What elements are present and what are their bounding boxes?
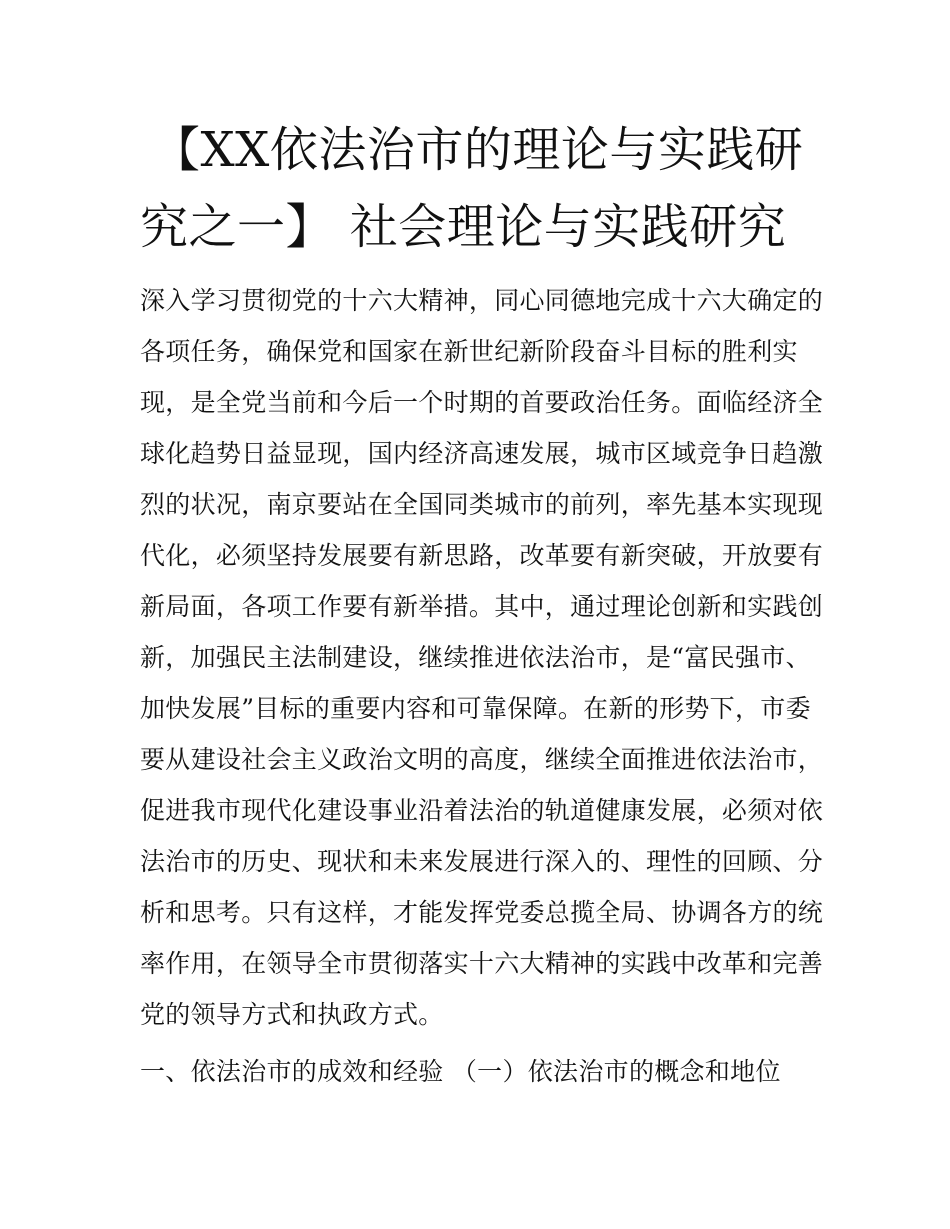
paragraph-line: 球化趋势日益显现，国内经济高速发展，城市区域竞争日趋激 [140,439,824,468]
paragraph-line: 率作用，在领导全市贯彻落实十六大精神的实践中改革和完善 [140,949,824,978]
paragraph-line: 新局面，各项工作要有新举措。其中，通过理论创新和实践创 [140,592,824,621]
paragraph-line: 促进我市现代化建设事业沿着法治的轨道健康发展，必须对依 [140,796,824,825]
title-line-1: 【XX依法治市的理论与实践研 [152,122,804,178]
title-line-2: 究之一】 社会理论与实践研究 [140,199,787,255]
paragraph-line: 各项任务，确保党和国家在新世纪新阶段奋斗目标的胜利实 [140,337,798,366]
body-text [140,275,830,1097]
paragraph-line: 深入学习贯彻党的十六大精神，同心同德地完成十六大确定的 [140,286,824,315]
paragraph-line: 法治市的历史、现状和未来发展进行深入的、理性的回顾、分 [140,847,824,876]
paragraph-line: 现，是全党当前和今后一个时期的首要政治任务。面临经济全 [140,388,824,417]
paragraph-line: 析和思考。只有这样，才能发挥党委总揽全局、协调各方的统 [140,898,824,927]
paragraph-line: 要从建设社会主义政治文明的高度，继续全面推进依法治市， [140,745,824,774]
section-heading: 一、依法治市的成效和经验 （一）依法治市的概念和地位 [140,1057,781,1086]
document-title [140,112,830,266]
paragraph-line: 烈的状况，南京要站在全国同类城市的前列，率先基本实现现 [140,490,824,519]
paragraph-line: 新，加强民主法制建设，继续推进依法治市，是“富民强市、 [140,643,811,672]
paragraph-line: 党的领导方式和执政方式。 [140,1000,444,1029]
paragraph-line: 代化，必须坚持发展要有新思路，改革要有新突破，开放要有 [140,541,824,570]
paragraph-line: 加快发展”目标的重要内容和可靠保障。在新的形势下，市委 [140,694,811,723]
